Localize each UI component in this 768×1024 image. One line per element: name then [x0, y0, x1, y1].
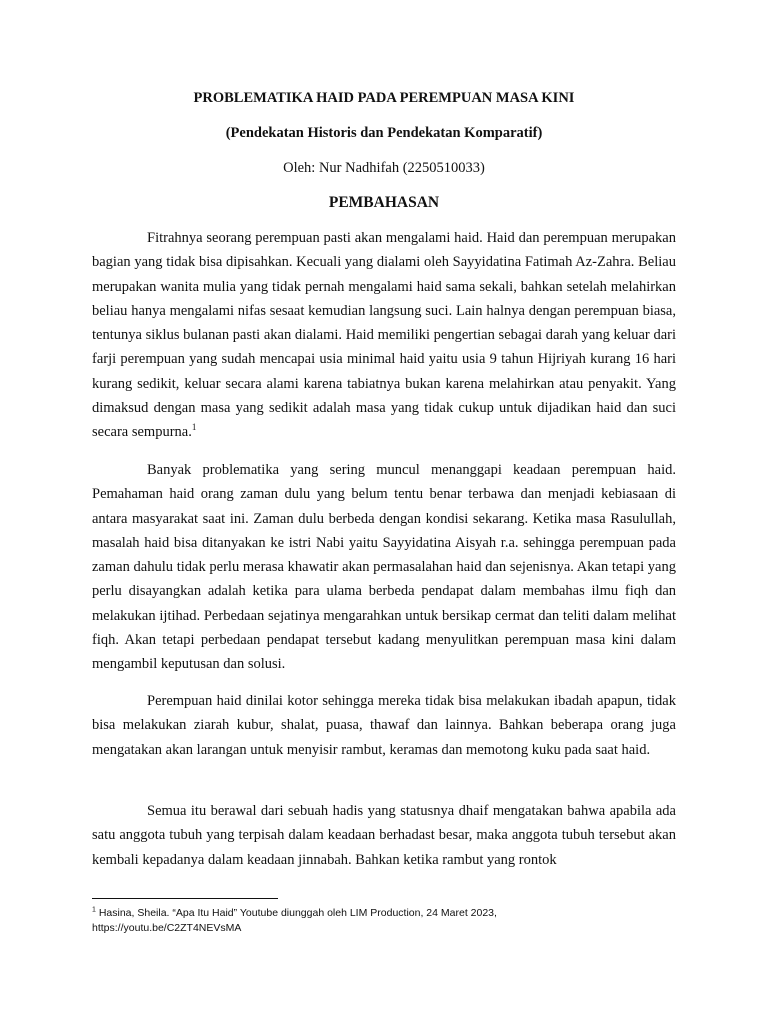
page-title: PROBLEMATIKA HAID PADA PEREMPUAN MASA KINI: [193, 90, 575, 106]
footnote-line: [92, 906, 682, 921]
paragraph: [92, 458, 676, 677]
paragraph: [92, 799, 676, 872]
paragraph-text: Fitrahnya seorang perempuan pasti akan mengalami haid. Haid dan perempuan merupakan bagian yang tidak bisa dipisahkan. Kecuali yang dialami oleh Sayyidatina Fatimah Az-Zahra. Beliau merupakan wanita mulia yang tidak pernah mengalami haid sama sekali, bahkan setelah melahirkan beliau hanya mengalami nifas sesaat kemudian langsung suci. Lain halnya dengan perempuan biasa, tentunya siklus bulanan pasti akan dialami. Haid memiliki pengertian sebagai darah yang keluar dari farji perempuan yang sudah mencapai usia minimal haid yaitu usia 9 tahun Hijriyah kurang 16 hari kurang sedikit, keluar secara alami karena tabiatnya bukan karena melahirkan atau penyakit. Yang dimaksud dengan masa yang sedikit adalah masa yang tidak cukup untuk dijadikan haid dan suci secara sempurna.: [92, 230, 676, 441]
paragraph-text: Banyak problematika yang sering muncul menanggapi keadaan perempuan haid. Pemahaman haid orang zaman dulu yang belum tentu benar terbawa dan menjadi kebiasaan di antara masyarakat saat ini. Zaman dulu berbeda dengan kondisi sekarang. Ketika masa Rasulullah, masalah haid bisa ditanyakan ke istri Nabi yaitu Sayyidatina Aisyah r.a. sehingga perempuan pada zaman dahulu tidak perlu merasa khawatir akan permasalahan haid dan sejenisnya. Akan tetapi yang perlu disayangkan adalah ketika para ulama berbeda pendapat dalam membahas ilmu fiqh dan melakukan ijtihad. Perbedaan sejatinya mengarahkan untuk bersikap cermat dan teliti dalam melihat fiqh. Akan tetapi perbedaan pendapat tersebut kadang menyulitkan perempuan masa kini dalam mengambil keputusan dan solusi.: [92, 462, 676, 673]
section-heading: PEMBAHASAN: [328, 194, 440, 211]
footnote-separator: [92, 898, 278, 899]
paragraph: [92, 226, 676, 445]
footnote-link[interactable]: https://youtu.be/C2ZT4NEVsMA: [92, 922, 242, 934]
footnote: [92, 906, 682, 936]
footnote-citation: Hasina, Sheila. “Apa Itu Haid” Youtube diunggah oleh LIM Production, 24 Maret 2023,: [98, 907, 497, 919]
paragraph-text: Perempuan haid dinilai kotor sehingga mereka tidak bisa melakukan ibadah apapun, tidak bisa melakukan ziarah kubur, shalat, puasa, thawaf dan lainnya. Bahkan beberapa orang juga mengatakan akan larangan untuk menyisir rambut, keramas dan memotong kuku pada saat haid.: [92, 693, 676, 758]
footnote-reference[interactable]: 1: [191, 422, 197, 433]
page-subtitle: (Pendekatan Historis dan Pendekatan Komparatif): [225, 125, 543, 141]
paragraph-text: Semua itu berawal dari sebuah hadis yang statusnya dhaif mengatakan bahwa apabila ada satu anggota tubuh yang terpisah dalam keadaan berhadast besar, maka anggota tubuh tersebut akan kembali kepadanya dalam keadaan jinnabah. Bahkan ketika rambut yang rontok: [92, 803, 676, 868]
footnote-marker: 1: [92, 906, 96, 914]
paragraph: [92, 689, 676, 762]
author-line: Oleh: Nur Nadhifah (2250510033): [283, 160, 485, 176]
